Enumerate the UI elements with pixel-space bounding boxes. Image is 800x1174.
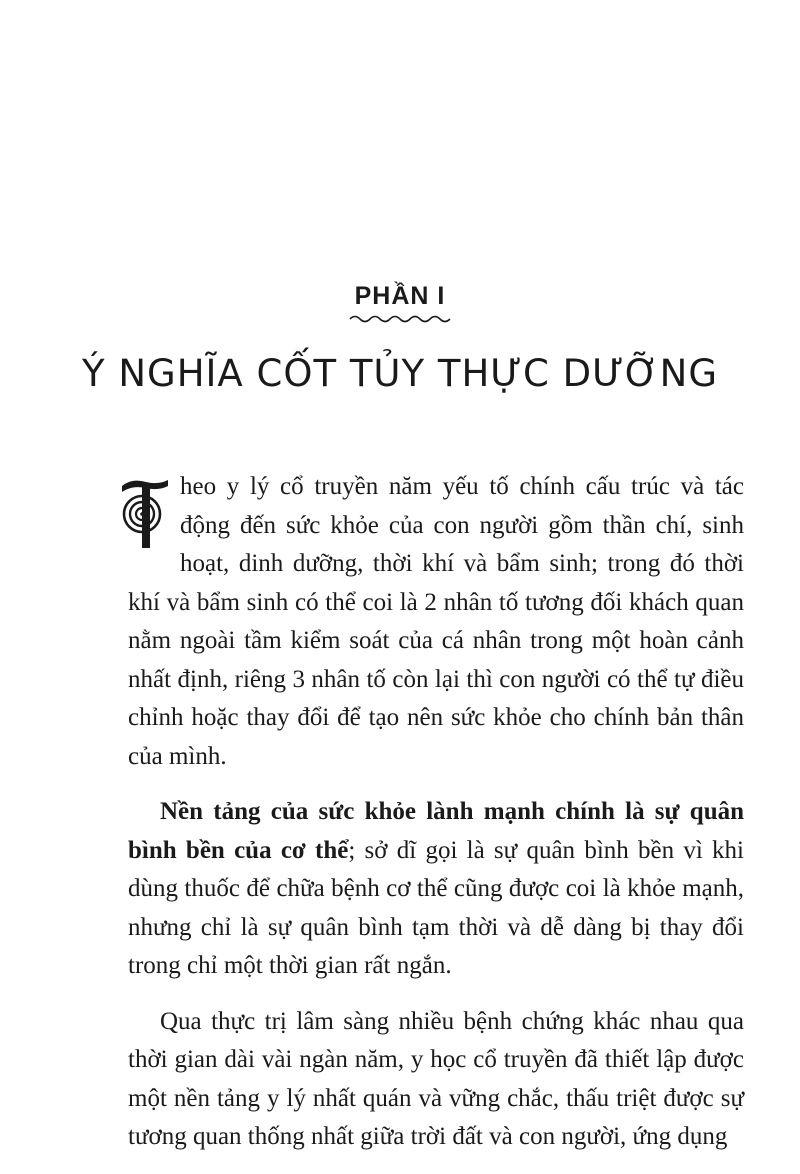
chapter-title: Ý NGHĨA CỐT TỦY THỰC DƯỠNG	[81, 352, 718, 395]
body-text	[128, 468, 744, 1174]
paragraph-2-bold: Nền tảng của sức khỏe lành mạnh chính là sự quân bình bền của cơ thể	[128, 798, 744, 864]
paragraph-1	[128, 468, 744, 776]
paragraph-2-text: ; sở dĩ gọi là sự quân bình bền vì khi dùng thuốc để chữa bệnh cơ thể cũng được coi là khỏe mạnh, nhưng chỉ là sự quân bình tạm thời và dễ dàng bị thay đổi trong chỉ một thời gian rất ngắn.	[128, 836, 745, 979]
paragraph-2	[128, 793, 744, 986]
wave-ornament-icon	[348, 314, 452, 324]
paragraph-3	[128, 1003, 744, 1157]
dropcap-ornament	[120, 476, 170, 550]
paragraph-1-text: heo y lý cổ truyền năm yếu tố chính cấu trúc và tác động đến sức khỏe của con người gồm thần chí, sinh hoạt, dinh dưỡng, thời khí và bẩm sinh; trong đó thời khí và bẩm sinh có thể coi là 2 nhân tố tương đối khách quan nằm ngoài tầm kiểm soát của cá nhân trong một hoàn cảnh nhất định, riêng 3 nhân tố còn lại thì con người có thể tự điều chỉnh hoặc thay đổi để tạo nên sức khỏe cho chính bản thân của mình.	[128, 473, 744, 770]
part-label: PHẦN I	[354, 282, 446, 310]
paragraph-3-text: Qua thực trị lâm sàng nhiều bệnh chứng khác nhau qua thời gian dài vài ngàn năm, y học cổ truyền đã thiết lập được một nền tảng y lý nhất quán và vững chắc, thấu triệt được sự tương quan thống nhất giữa trời đất và con người, ứng dụng	[128, 1007, 744, 1150]
